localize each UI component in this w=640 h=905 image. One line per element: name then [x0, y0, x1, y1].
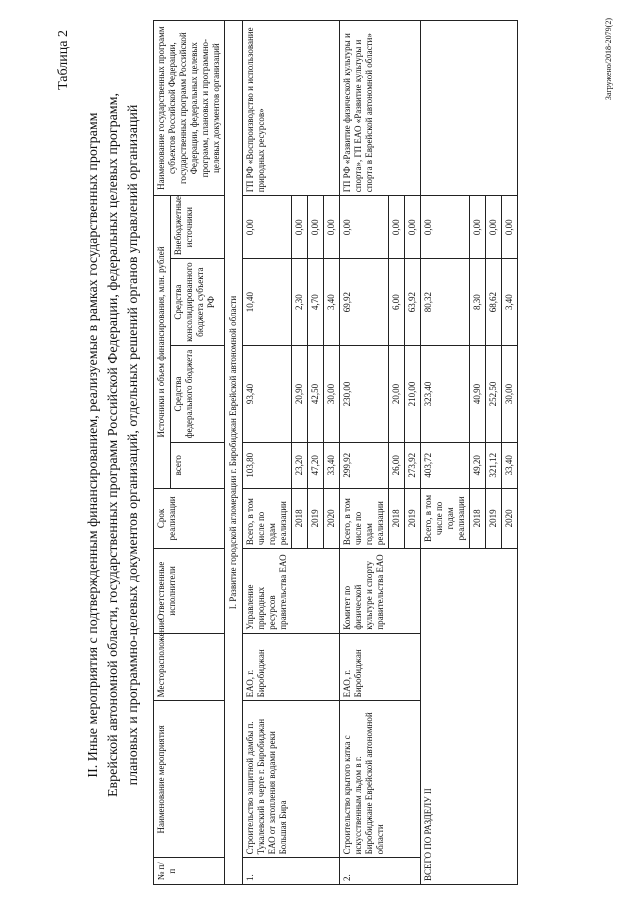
- row-place: ЕАО, г. Биробиджан: [243, 633, 340, 701]
- cell-total: 47,20: [308, 442, 324, 488]
- cell-reg: 3,40: [324, 259, 340, 346]
- cell-reg: 8,30: [470, 259, 486, 346]
- table-row: [340, 21, 389, 885]
- cell-extra: 0,00: [405, 196, 421, 259]
- header-name: Наименование мероприятия: [154, 701, 225, 858]
- summary-program-empty: [421, 21, 518, 196]
- section-row: [225, 21, 243, 885]
- cell-fed: 30,00: [324, 346, 340, 443]
- cell-year: 2018: [292, 488, 308, 548]
- cell-reg: 4,70: [308, 259, 324, 346]
- table-row: [243, 21, 292, 885]
- title-line: II. Иные мероприятия с подтвержденным финансированием, реализуемые в рамках государственных программ: [86, 112, 101, 778]
- row-term: Всего, в том числе по годам реализации: [340, 488, 389, 548]
- title-line: плановых и программно-целевых документов организаций, отдельных решений органов управлений организаций: [126, 104, 141, 786]
- row-name: Строительство защитной дамбы п. Тукалевский в черте г. Биробиджан ЕАО от затопления водами реки Большая Бира: [243, 701, 340, 858]
- cell-fed: 230,00: [340, 346, 389, 443]
- cell-year: 2018: [470, 488, 486, 548]
- cell-fed: 30,00: [502, 346, 518, 443]
- summary-total: 403,72: [421, 442, 470, 488]
- cell-total: 33,40: [324, 442, 340, 488]
- cell-reg: 10,40: [243, 259, 292, 346]
- cell-fed: 210,00: [405, 346, 421, 443]
- section-title: I. Развитие городской агломерации г. Биробиджан Еврейской автономной области: [225, 21, 243, 885]
- row-name: Строительство крытого катка с искусственным льдом в г. Биробиджане Еврейской автономной области: [340, 701, 421, 858]
- cell-extra: 0,00: [340, 196, 389, 259]
- header-num: № п/п: [154, 858, 225, 885]
- summary-fed: 323,40: [421, 346, 470, 443]
- table-caption: Таблица 2: [56, 30, 71, 90]
- cell-reg: 69,92: [340, 259, 389, 346]
- cell-total: 26,00: [389, 442, 405, 488]
- title-line: Еврейской автономной области, государственных программ Российской Федерации, федеральных целевых программ,: [106, 92, 121, 798]
- header-total: всего: [171, 442, 225, 488]
- cell-total: 103,80: [243, 442, 292, 488]
- header-place: Месторасположение: [154, 633, 225, 701]
- row-place: ЕАО, г. Биробиджан: [340, 633, 421, 701]
- row-resp: Управление природных ресурсов правительства ЕАО: [243, 549, 340, 634]
- cell-reg: 63,92: [405, 259, 421, 346]
- summary-reg: 80,32: [421, 259, 470, 346]
- cell-fed: 42,50: [308, 346, 324, 443]
- cell-extra: 0,00: [502, 196, 518, 259]
- cell-year: 2020: [502, 488, 518, 548]
- summary-term: Всего, в том числе по годам реализации: [421, 488, 470, 548]
- cell-total: 23,20: [292, 442, 308, 488]
- row-program: ГП РФ «Развитие физической культуры и спорта», ГП ЕАО «Развитие культуры и спорта в Еврейской автономной области»: [340, 21, 421, 196]
- cell-extra: 0,00: [308, 196, 324, 259]
- cell-fed: 93,40: [243, 346, 292, 443]
- summary-row: [421, 21, 470, 885]
- cell-total: 273,92: [405, 442, 421, 488]
- cell-total: 33,40: [502, 442, 518, 488]
- cell-reg: 3,40: [502, 259, 518, 346]
- cell-extra: 0,00: [470, 196, 486, 259]
- row-term: Всего, в том числе по годам реализации: [243, 488, 292, 548]
- cell-extra: 0,00: [389, 196, 405, 259]
- cell-fed: 20,90: [292, 346, 308, 443]
- cell-fed: 20,00: [389, 346, 405, 443]
- header-reg: Средства консолидированного бюджета субъекта РФ: [171, 259, 225, 346]
- header-extra: Внебюджетные источники: [171, 196, 225, 259]
- header-fed: Средства федерального бюджета: [171, 346, 225, 443]
- row-num: 1.: [243, 858, 340, 885]
- header-term: Срок реализации: [154, 488, 225, 548]
- cell-total: 49,20: [470, 442, 486, 488]
- row-program: ГП РФ «Воспроизводство и использование природных ресурсов»: [243, 21, 340, 196]
- cell-reg: 2,30: [292, 259, 308, 346]
- cell-reg: 68,62: [486, 259, 502, 346]
- cell-extra: 0,00: [292, 196, 308, 259]
- row-num: 2.: [340, 858, 421, 885]
- cell-extra: 0,00: [324, 196, 340, 259]
- cell-year: 2018: [389, 488, 405, 548]
- cell-year: 2019: [405, 488, 421, 548]
- measures-table: [153, 20, 518, 885]
- cell-fed: 40,90: [470, 346, 486, 443]
- header-resp: Ответственные исполнители: [154, 549, 225, 634]
- header-row: [154, 21, 171, 885]
- footer-note: Загружено/2018-2079(2): [604, 18, 613, 101]
- cell-extra: 0,00: [486, 196, 502, 259]
- cell-total: 321,12: [486, 442, 502, 488]
- cell-reg: 6,00: [389, 259, 405, 346]
- summary-label: ВСЕГО ПО РАЗДЕЛУ II: [421, 549, 518, 885]
- cell-extra: 0,00: [243, 196, 292, 259]
- cell-year: 2019: [486, 488, 502, 548]
- row-resp: Комитет по физической культуре и спорту правительства ЕАО: [340, 549, 421, 634]
- cell-year: 2019: [308, 488, 324, 548]
- header-sources: Источники и объем финансирования, млн. рублей: [154, 196, 171, 488]
- cell-total: 299,92: [340, 442, 389, 488]
- cell-fed: 252,50: [486, 346, 502, 443]
- summary-extra: 0,00: [421, 196, 470, 259]
- cell-year: 2020: [324, 488, 340, 548]
- header-programs: Наименование государственных программ субъектов Российской Федерации, государственных программ Российской Федерации, федеральных целевых программ, плановых и программно-целевых документов организаций: [154, 21, 225, 196]
- document-title: [84, 35, 144, 855]
